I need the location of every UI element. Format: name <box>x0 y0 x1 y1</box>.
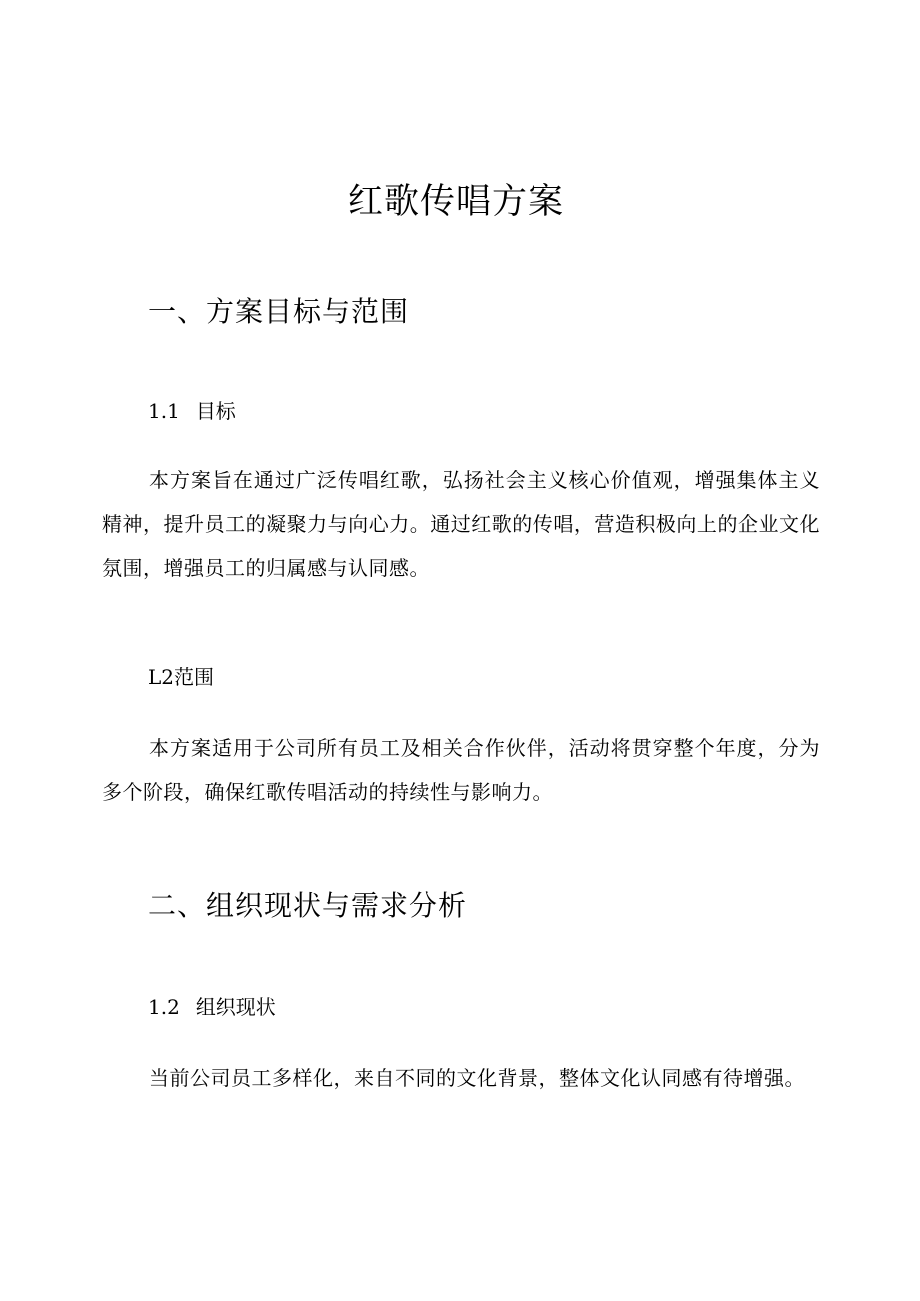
subsection-title: 目标 <box>195 399 236 423</box>
subsection-number: 1.1 <box>148 399 180 423</box>
subsection-heading-scope: L2范围 <box>148 665 215 689</box>
subsection-heading-1-1 <box>148 396 236 426</box>
section-heading-1: 一、方案目标与范围 <box>148 295 410 328</box>
subsection-title: 组织现状 <box>195 995 276 1019</box>
document-title: 红歌传唱方案 <box>347 182 564 222</box>
subsection-number: 1.2 <box>148 995 180 1019</box>
section-heading-2: 二、组织现状与需求分析 <box>148 889 468 922</box>
subsection-heading-1-2 <box>148 992 276 1022</box>
paragraph-scope: 本方案适用于公司所有员工及相关合作伙伴，活动将贯穿整个年度，分为多个阶段，确保红歌传唱活动的持续性与影响力。 <box>102 736 820 804</box>
paragraph-goal: 本方案旨在通过广泛传唱红歌，弘扬社会主义核心价值观，增强集体主义精神，提升员工的凝聚力与向心力。通过红歌的传唱，营造积极向上的企业文化氛围，增强员工的归属感与认同感。 <box>102 468 820 580</box>
paragraph-status: 当前公司员工多样化，来自不同的文化背景，整体文化认同感有待增强。 <box>149 1066 805 1090</box>
